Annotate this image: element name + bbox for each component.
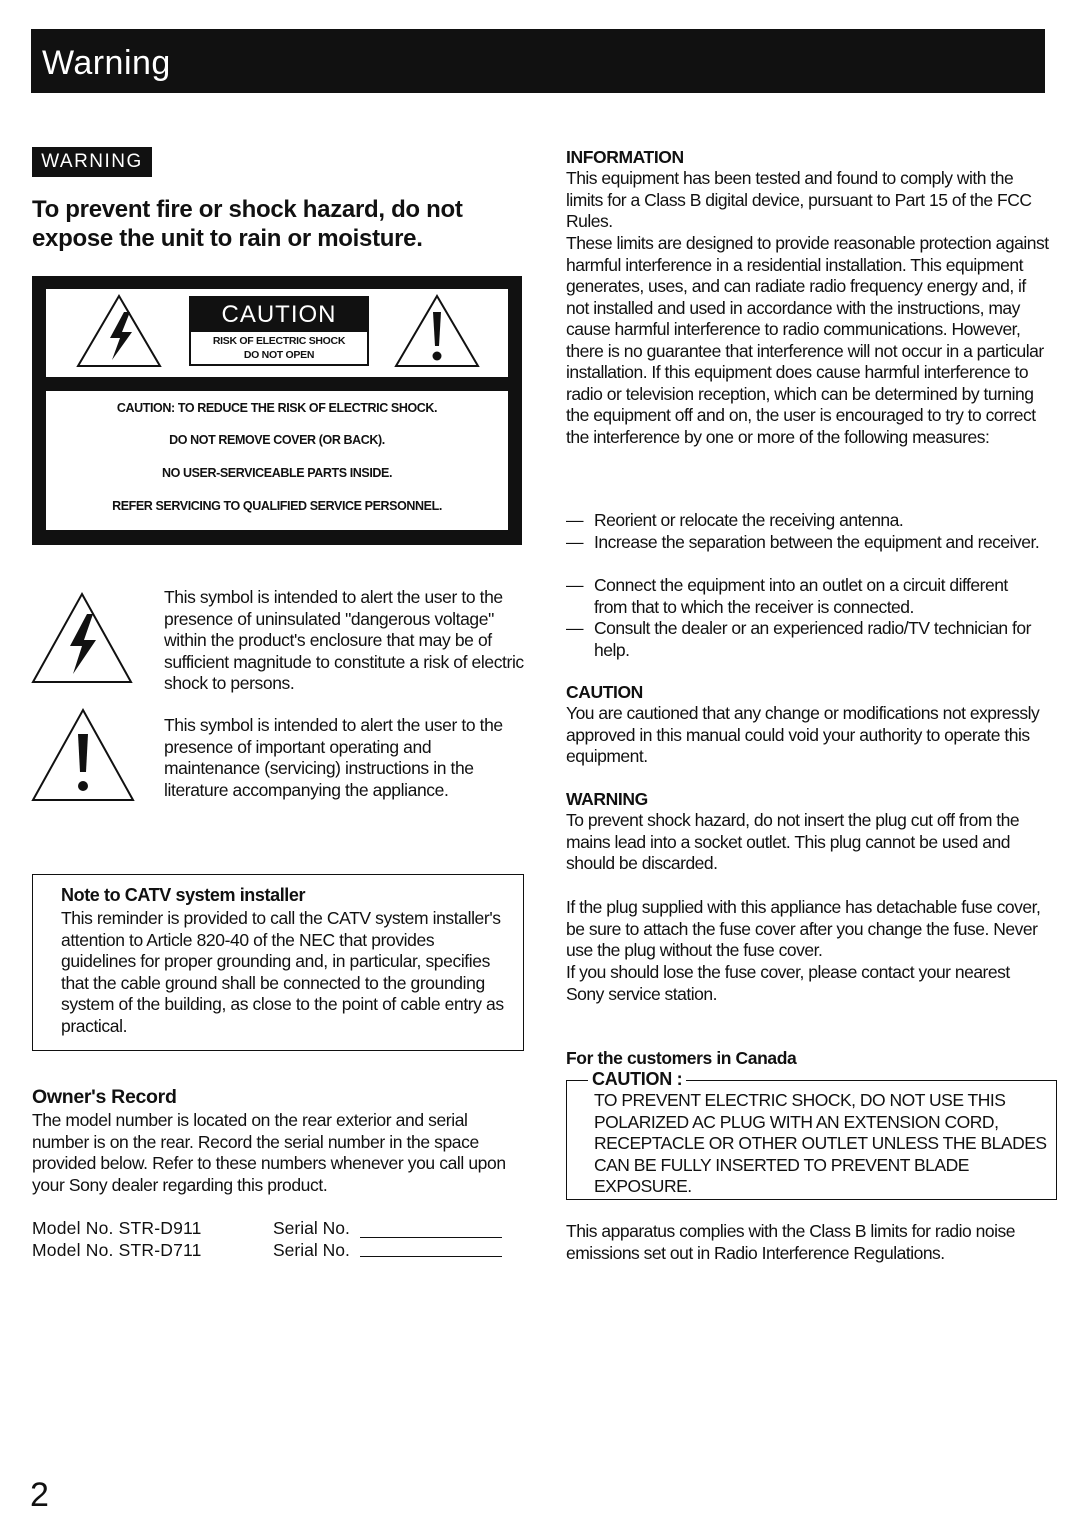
fuse-cover-paragraph: If the plug supplied with this appliance has detachable fuse cover, be sure to attach the fuse cover after you change the fuse. Never use the plug without the fuse cover. (566, 897, 1041, 960)
measure-item: Increase the separation between the equipment and receiver. (594, 532, 1040, 552)
model-number: Model No. STR-D911 (32, 1218, 202, 1238)
lightning-symbol-icon (30, 590, 134, 686)
bullet-dash: — (566, 618, 584, 638)
measure-item: Reorient or relocate the receiving antenna. (594, 510, 904, 530)
information-paragraph: This equipment has been tested and found to comply with the limits for a Class B digital device, pursuant to Part 15 of the FCC Rules. (566, 168, 1032, 231)
exclamation-symbol-description: This symbol is intended to alert the user to the presence of important operating and maintenance (servicing) instructions in the literature accompanying the appliance. (164, 715, 503, 800)
model-number: Model No. STR-D711 (32, 1240, 202, 1260)
headline: To prevent fire or shock hazard, do not expose the unit to rain or moisture. (32, 196, 463, 252)
canada-heading: For the customers in Canada (566, 1048, 797, 1068)
caution-tag-title: CAUTION (191, 298, 367, 332)
serial-number-blank (360, 1237, 502, 1238)
catv-body: This reminder is provided to call the CATV system installer's attention to Article 820-40 of the NEC that provides guidelines for proper grounding and, in particular, specifies that the cable ground shall be connected to the grounding system of the building, as close to the point of cable entry as practical. (61, 908, 504, 1036)
lightning-warning-icon (74, 290, 164, 370)
bullet-dash: — (566, 510, 584, 530)
catv-heading: Note to CATV system installer (61, 885, 306, 905)
bullet-dash: — (566, 575, 584, 595)
information-heading: INFORMATION (566, 147, 684, 167)
measure-item: Connect the equipment into an outlet on a circuit different from that to which the receiver is connected. (594, 575, 1008, 617)
caution-line: REFER SERVICING TO QUALIFIED SERVICE PERSONNEL. (112, 499, 442, 513)
page-title: Warning (42, 44, 171, 82)
serial-number-blank (360, 1256, 502, 1257)
bullet-dash: — (566, 532, 584, 552)
owners-record-body: The model number is located on the rear exterior and serial number is on the rear. Record the serial number in the space provided below. Refer to these numbers whenever you call upon your Sony dealer regarding this product. (32, 1110, 506, 1195)
caution-tag-line: RISK OF ELECTRIC SHOCK (212, 335, 346, 347)
page-number: 2 (30, 1476, 49, 1514)
fuse-cover-paragraph: If you should lose the fuse cover, please contact your nearest Sony service station. (566, 962, 1010, 1004)
information-paragraph: These limits are designed to provide reasonable protection against harmful interference in a residential installation. This equipment generates, uses, and can radiate radio frequency energy and, if not installed and used in accordance with the instructions, may cause harmful interference to radio communications. However, there is no guarantee that interference will not occur in a particular installation. If this equipment does cause harmful interference to radio or television reception, which can be determined by turning the equipment off and on, the user is encouraged to try to correct the interference by one or more of the following measures: (566, 233, 1049, 447)
caution-body: You are cautioned that any change or modifications not expressly approved in this manual could void your authority to operate this equipment. (566, 703, 1040, 766)
caution-heading: CAUTION (566, 682, 643, 702)
warning-badge: WARNING (32, 147, 152, 177)
serial-label: Serial No. (273, 1240, 350, 1260)
caution-line: CAUTION: TO REDUCE THE RISK OF ELECTRIC SHOCK. (116, 401, 438, 415)
measure-item: Consult the dealer or an experienced radio/TV technician for help. (594, 618, 1031, 660)
canada-caution-text: TO PREVENT ELECTRIC SHOCK, DO NOT USE THIS POLARIZED AC PLUG WITH AN EXTENSION CORD, RECEPTACLE OR OTHER OUTLET UNLESS THE BLADES CAN BE FULLY INSERTED TO PREVENT BLADE EXPOSURE. (594, 1090, 1047, 1196)
caution-tag-subtitle (191, 334, 367, 362)
exclamation-warning-icon (392, 290, 482, 370)
warning-body: To prevent shock hazard, do not insert the plug cut off from the mains lead into a socket outlet. This plug cannot be used and should be discarded. (566, 810, 1020, 873)
exclamation-symbol-icon (30, 706, 136, 804)
owners-record-heading: Owner's Record (32, 1086, 177, 1108)
caution-line: DO NOT REMOVE COVER (OR BACK). (169, 433, 385, 447)
caution-line: NO USER-SERVICEABLE PARTS INSIDE. (161, 466, 393, 480)
warning-heading: WARNING (566, 789, 648, 809)
canada-caution-tag: CAUTION : (588, 1069, 686, 1090)
header-band (31, 29, 1045, 93)
compliance-note: This apparatus complies with the Class B limits for radio noise emissions set out in Radio Interference Regulations. (566, 1221, 1015, 1263)
caution-tag-line: DO NOT OPEN (243, 349, 315, 361)
serial-label: Serial No. (273, 1218, 350, 1238)
lightning-symbol-description: This symbol is intended to alert the user to the presence of uninsulated "dangerous voltage" within the product's enclosure that may be of sufficient magnitude to constitute a risk of electric shock to persons. (164, 587, 524, 693)
